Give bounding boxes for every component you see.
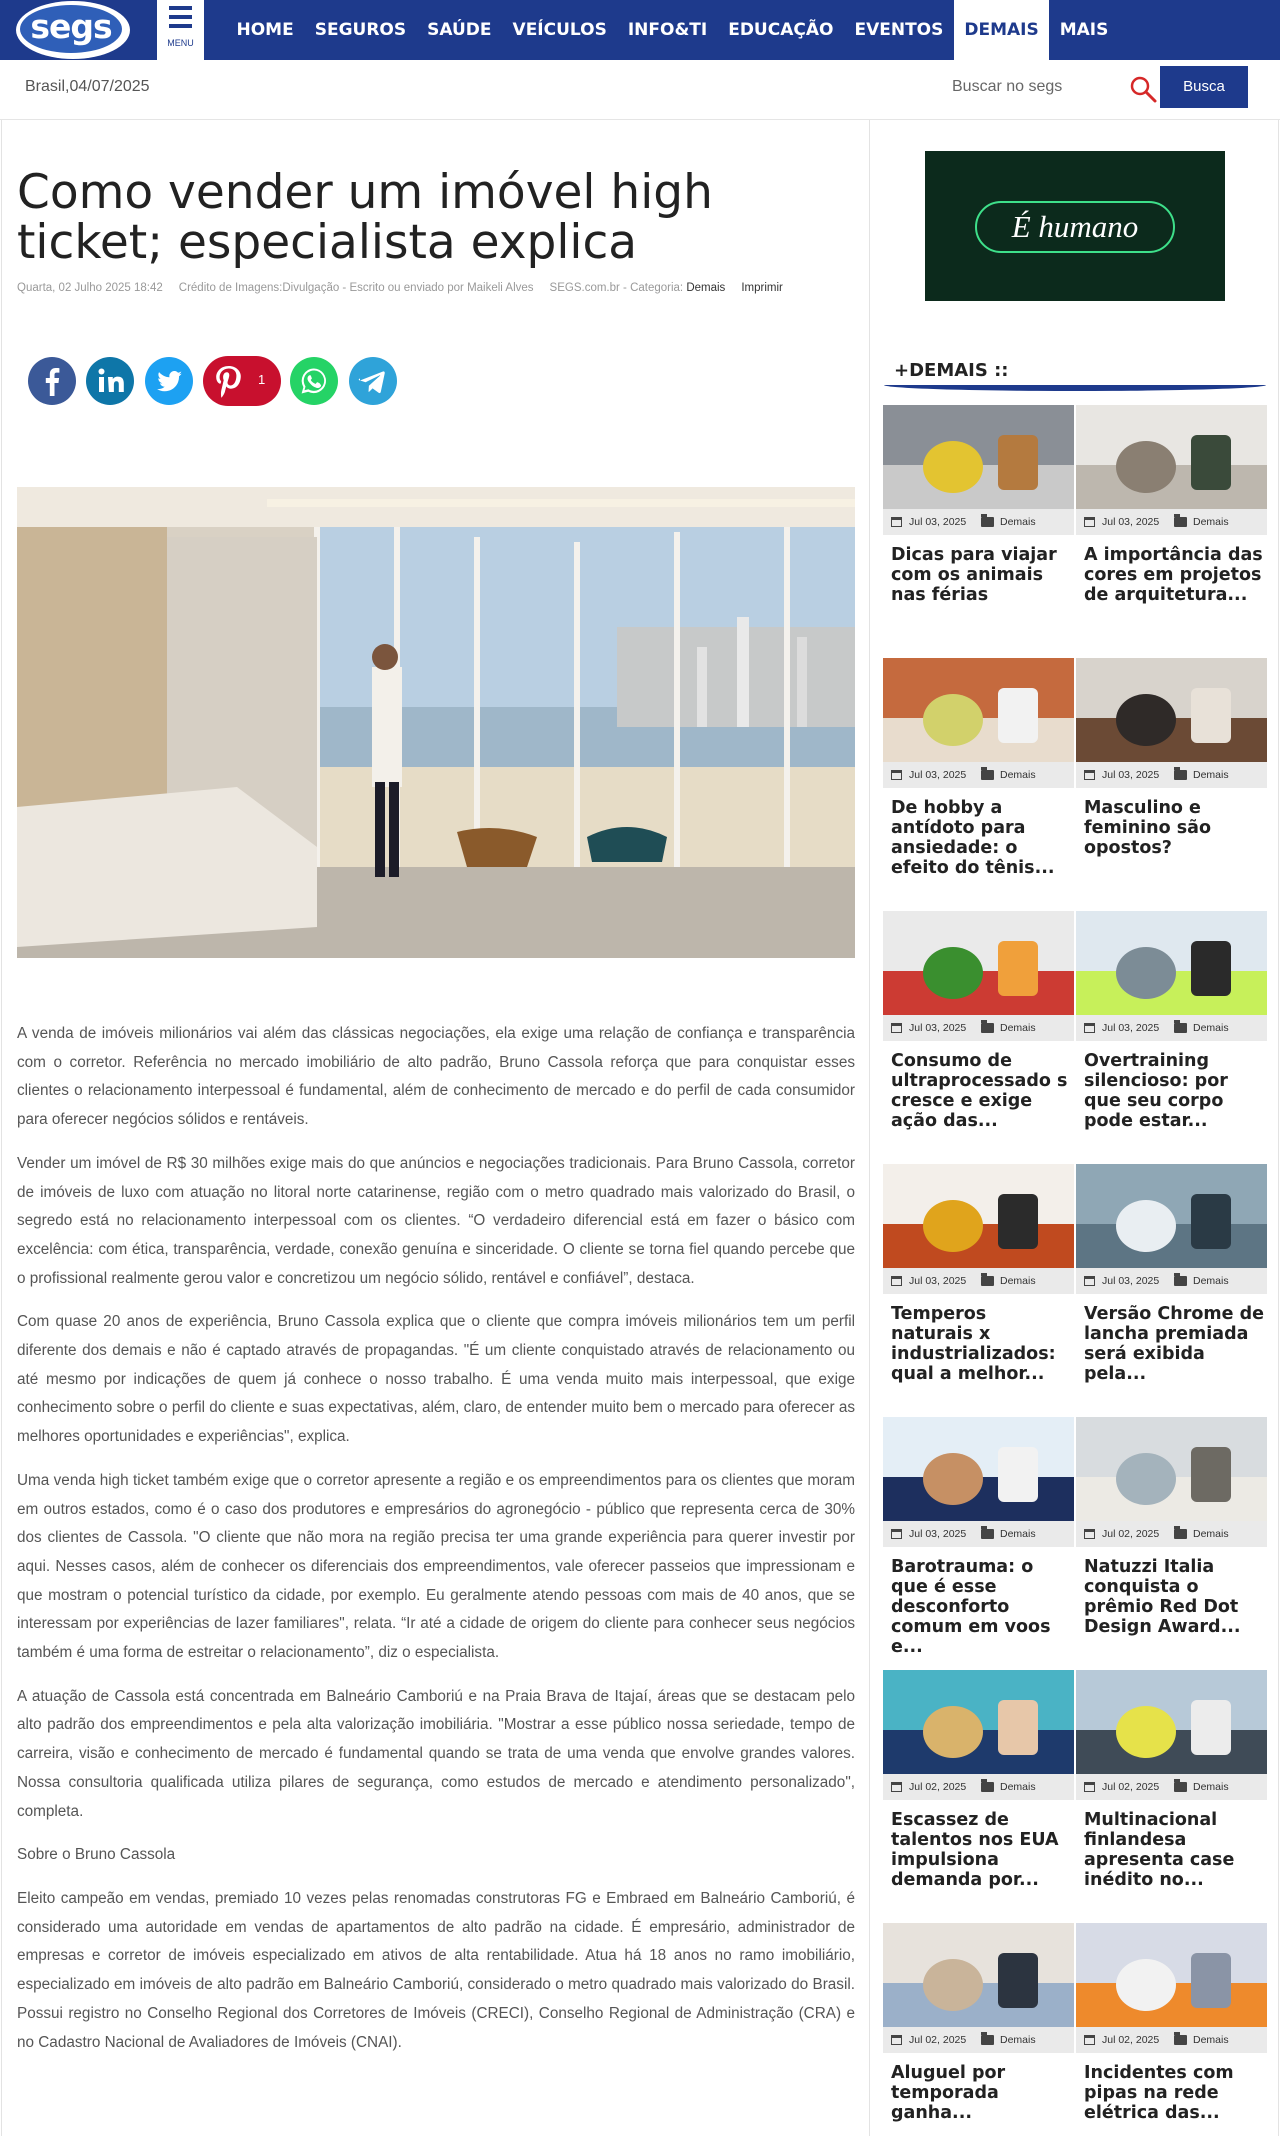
twitter-icon[interactable] xyxy=(144,356,194,406)
main-nav xyxy=(226,0,1119,60)
card-meta xyxy=(1076,2027,1267,2053)
card-title[interactable]: Dicas para viajar com os animais nas férias xyxy=(891,545,1057,605)
folder-icon xyxy=(1174,770,1187,780)
folder-icon xyxy=(981,770,994,780)
related-article-card[interactable] xyxy=(1076,911,1267,1131)
article-credit: Crédito de Imagens:Divulgação - Escrito ou enviado por Maikeli Alves xyxy=(178,282,534,294)
segs-logo[interactable] xyxy=(14,0,132,60)
card-date: Jul 03, 2025 xyxy=(909,1275,967,1287)
folder-icon xyxy=(1174,2035,1187,2045)
calendar-icon xyxy=(891,517,902,527)
card-thumbnail[interactable] xyxy=(883,658,1074,762)
card-title[interactable]: Versão Chrome de lancha premiada será exibida pela... xyxy=(1084,1304,1264,1384)
logo-text: segs xyxy=(30,7,112,46)
calendar-icon xyxy=(1084,770,1095,780)
card-meta xyxy=(883,1268,1074,1294)
nav-item-demais[interactable]: DEMAIS xyxy=(954,0,1049,60)
card-meta xyxy=(883,2027,1074,2053)
card-title[interactable]: Natuzzi Italia conquista o prêmio Red Dot Design Award... xyxy=(1084,1557,1241,1637)
card-meta xyxy=(1076,1521,1267,1547)
card-title[interactable]: A importância das cores em projetos de arquitetura... xyxy=(1084,545,1263,605)
current-date: Brasil,04/07/2025 xyxy=(25,78,150,95)
card-category[interactable]: Demais xyxy=(1193,1781,1229,1793)
card-thumbnail[interactable] xyxy=(1076,1164,1267,1268)
column-divider xyxy=(869,120,870,2136)
card-title[interactable]: Escassez de talentos nos EUA impulsiona demanda por... xyxy=(891,1810,1059,1890)
card-category[interactable]: Demais xyxy=(1000,2034,1036,2046)
card-thumbnail[interactable] xyxy=(1076,1923,1267,2027)
card-date: Jul 03, 2025 xyxy=(909,1022,967,1034)
article-paragraph: A atuação de Cassola está concentrada em Balneário Camboriú e na Praia Brava de Itajaí, áreas que se destacam pelo alto padrão dos empreendimentos e pela alta valorização imobiliária. "Mostrar a esse público nossa seriedade, tempo de carreira, visão e conhecimento de mercado é fundamental quando se trata de uma venda que envolve grandes valores. Nossa consultoria qualificada utiliza pilares de segurança, como estudos de mercado e atendimento personalizado", completa. xyxy=(17,1687,855,1820)
card-title[interactable]: Masculino e feminino são opostos? xyxy=(1084,798,1211,858)
card-thumbnail[interactable] xyxy=(883,1923,1074,2027)
menu-button[interactable] xyxy=(157,0,204,60)
related-article-card[interactable] xyxy=(1076,1164,1267,1384)
calendar-icon xyxy=(891,2035,902,2045)
pinterest-count: 1 xyxy=(258,372,266,387)
related-article-card[interactable] xyxy=(1076,1417,1267,1637)
card-meta xyxy=(883,1015,1074,1041)
card-thumbnail[interactable] xyxy=(883,405,1074,509)
card-thumbnail[interactable] xyxy=(1076,1670,1267,1774)
card-date: Jul 02, 2025 xyxy=(909,2034,967,2046)
card-meta xyxy=(883,509,1074,535)
hamburger-icon xyxy=(169,6,192,10)
column-divider xyxy=(1278,120,1279,2136)
search-button[interactable]: Busca xyxy=(1160,66,1248,108)
card-date: Jul 03, 2025 xyxy=(909,1528,967,1540)
menu-label: MENU xyxy=(167,38,194,48)
sidebar-section-title: +DEMAIS :: xyxy=(894,360,1009,381)
card-date: Jul 03, 2025 xyxy=(1102,516,1160,528)
calendar-icon xyxy=(891,770,902,780)
card-date: Jul 02, 2025 xyxy=(909,1781,967,1793)
related-article-card[interactable] xyxy=(883,405,1074,625)
folder-icon xyxy=(1174,1023,1187,1033)
calendar-icon xyxy=(1084,517,1095,527)
calendar-icon xyxy=(1084,1023,1095,1033)
sidebar-section-header xyxy=(884,360,1266,390)
card-thumbnail[interactable] xyxy=(883,1164,1074,1268)
nav-item-eventos[interactable]: EVENTOS xyxy=(854,20,944,40)
calendar-icon xyxy=(891,1023,902,1033)
related-article-card[interactable] xyxy=(1076,1670,1267,1890)
card-meta xyxy=(883,762,1074,788)
card-category[interactable]: Demais xyxy=(1000,1275,1036,1287)
folder-icon xyxy=(1174,1782,1187,1792)
related-article-card[interactable] xyxy=(883,911,1074,1131)
card-title[interactable]: Barotrauma: o que é esse desconforto comum em voos e... xyxy=(891,1557,1051,1657)
advertisement-banner[interactable] xyxy=(925,151,1225,301)
card-meta xyxy=(1076,1268,1267,1294)
folder-icon xyxy=(1174,1276,1187,1286)
card-category[interactable]: Demais xyxy=(1193,1275,1229,1287)
calendar-icon xyxy=(891,1529,902,1539)
card-title[interactable]: De hobby a antídoto para ansiedade: o efeito do tênis... xyxy=(891,798,1055,878)
article-meta xyxy=(17,282,783,294)
hamburger-icon-bar xyxy=(169,24,192,28)
folder-icon xyxy=(981,1023,994,1033)
article-paragraph: Vender um imóvel de R$ 30 milhões exige mais do que anúncios e negociações tradicionais. Para Bruno Cassola, corretor de imóveis de luxo com atuação no litoral norte catarinense, região com o metro quadrado mais valorizado do Brasil, o segredo está no relacionamento interpessoal com os clientes. “O verdadeiro diferencial está em fazer o básico com excelência: com ética, transparência, verdade, conexão genuína e sinceridade. O cliente se torna fiel quando percebe que o profissional realmente gerou valor e concretizou um negócio sólido, rentável e confiável”, destaca. xyxy=(17,1154,855,1287)
whatsapp-icon[interactable] xyxy=(289,356,339,406)
ad-text: É humano xyxy=(975,201,1175,253)
nav-item-home[interactable]: HOME xyxy=(236,20,294,40)
calendar-icon xyxy=(1084,1276,1095,1286)
card-meta xyxy=(1076,1015,1267,1041)
facebook-icon[interactable] xyxy=(27,356,77,406)
related-article-card[interactable] xyxy=(1076,405,1267,625)
card-meta xyxy=(1076,509,1267,535)
card-title[interactable]: Temperos naturais x industrializados: qual a melhor... xyxy=(891,1304,1056,1384)
top-navigation xyxy=(0,0,1280,60)
card-category[interactable]: Demais xyxy=(1000,1022,1036,1034)
related-article-card[interactable] xyxy=(883,1417,1074,1657)
card-category[interactable]: Demais xyxy=(1193,516,1229,528)
card-category[interactable]: Demais xyxy=(1000,516,1036,528)
card-title[interactable]: Incidentes com pipas na rede elétrica das... xyxy=(1084,2063,1234,2123)
pinterest-icon xyxy=(203,356,253,406)
nav-item-seguros[interactable]: SEGUROS xyxy=(314,20,407,40)
folder-icon xyxy=(981,1782,994,1792)
card-category[interactable]: Demais xyxy=(1000,1781,1036,1793)
nav-item-educacao[interactable]: EDUCAÇÃO xyxy=(728,20,834,40)
card-category[interactable]: Demais xyxy=(1193,1022,1229,1034)
section-underline xyxy=(884,385,1266,391)
related-article-card[interactable] xyxy=(883,658,1074,878)
article-paragraph: Com quase 20 anos de experiência, Bruno Cassola explica que o cliente que compra imóveis milionários tem um perfil diferente dos demais e não é captado através de propagandas. "É um cliente conquistado através de relacionamento ou até mesmo por indicações de quem já conhece o nosso trabalho. É uma venda muito mais interpessoal, que exige conhecimento sobre o perfil do cliente e suas expectativas, além, claro, de entender muito bem o mercado para oferecer as melhores oportunidades e experiências", explica. xyxy=(17,1313,855,1446)
article-paragraph: A venda de imóveis milionários vai além das clássicas negociações, ela exige uma relação de confiança e transparência com o corretor. Referência no mercado imobiliário de alto padrão, Bruno Cassola reforça que para conquistar esses clientes o relacionamento interpessoal é fundamental, além de conhecimento de mercado e do perfil de cada consumidor para oferecer negócios sólidos e rentáveis. xyxy=(17,1025,855,1129)
column-divider xyxy=(1,120,2,2136)
card-category[interactable]: Demais xyxy=(1193,769,1229,781)
hamburger-icon-bar xyxy=(169,15,192,19)
card-thumbnail[interactable] xyxy=(1076,1417,1267,1521)
calendar-icon xyxy=(1084,1529,1095,1539)
nav-item-veiculos[interactable]: VEÍCULOS xyxy=(512,20,607,40)
card-date: Jul 02, 2025 xyxy=(1102,2034,1160,2046)
related-article-card[interactable] xyxy=(883,1670,1074,1890)
pinterest-share-button[interactable] xyxy=(203,356,281,406)
article-paragraph: Eleito campeão em vendas, premiado 10 vezes pelas renomadas construtoras FG e Embraed em Balneário Camboriú, é considerado uma autoridade em vendas de apartamentos de alto padrão na cidade. É empresário, administrador de empresas e corretor de imóveis especializado em ativos de alta rentabilidade. Atua há 18 anos no ramo imobiliário, especializado em imóveis de alto padrão em Balneário Camboriú, considerado o metro quadrado mais valorizado do Brasil. Possui registro no Conselho Regional dos Corretores de Imóveis (CRECI), Conselho Regional de Administração (CRA) e no Cadastro Nacional de Avaliadores de Imóveis (CNAI). xyxy=(17,1889,855,2051)
card-date: Jul 03, 2025 xyxy=(1102,1275,1160,1287)
related-article-card[interactable] xyxy=(883,1164,1074,1384)
related-article-card[interactable] xyxy=(1076,658,1267,878)
folder-icon xyxy=(981,1529,994,1539)
related-article-card[interactable] xyxy=(1076,1923,1267,2143)
telegram-icon[interactable] xyxy=(348,356,398,406)
search-input[interactable]: Buscar no segs xyxy=(952,78,1063,95)
folder-icon xyxy=(981,2035,994,2045)
folder-icon xyxy=(1174,1529,1187,1539)
card-date: Jul 03, 2025 xyxy=(909,516,967,528)
card-meta xyxy=(1076,1774,1267,1800)
card-meta xyxy=(883,1521,1074,1547)
folder-icon xyxy=(981,517,994,527)
calendar-icon xyxy=(1084,1782,1095,1792)
card-title[interactable]: Multinacional finlandesa apresenta case inédito no... xyxy=(1084,1810,1235,1890)
card-date: Jul 03, 2025 xyxy=(909,769,967,781)
card-title[interactable]: Consumo de ultraprocessado s cresce e exige ação das... xyxy=(891,1051,1068,1131)
card-category[interactable]: Demais xyxy=(1000,769,1036,781)
card-thumbnail[interactable] xyxy=(1076,658,1267,762)
nav-item-mais[interactable]: MAIS xyxy=(1059,20,1109,40)
folder-icon xyxy=(1174,517,1187,527)
card-category[interactable]: Demais xyxy=(1000,1528,1036,1540)
card-date: Jul 02, 2025 xyxy=(1102,1528,1160,1540)
article-subheading: Sobre o Bruno Cassola xyxy=(17,1846,176,1864)
article-title: Como vender um imóvel high ticket; especialista explica xyxy=(17,165,713,270)
card-date: Jul 03, 2025 xyxy=(1102,1022,1160,1034)
card-thumbnail[interactable] xyxy=(883,1417,1074,1521)
related-article-card[interactable] xyxy=(883,1923,1074,2143)
article-category-link[interactable]: Demais xyxy=(686,282,726,294)
article-date: Quarta, 02 Julho 2025 18:42 xyxy=(17,282,163,294)
card-title[interactable]: Overtraining silencioso: por que seu corpo pode estar... xyxy=(1084,1051,1228,1131)
card-date: Jul 03, 2025 xyxy=(1102,769,1160,781)
calendar-icon xyxy=(891,1782,902,1792)
card-thumbnail[interactable] xyxy=(1076,405,1267,509)
nav-item-saude[interactable]: SAÚDE xyxy=(427,20,492,40)
card-thumbnail[interactable] xyxy=(883,1670,1074,1774)
card-category[interactable]: Demais xyxy=(1193,1528,1229,1540)
nav-item-infoti[interactable]: INFO&TI xyxy=(627,20,708,40)
linkedin-icon[interactable] xyxy=(85,356,135,406)
folder-icon xyxy=(981,1276,994,1286)
card-title[interactable]: Aluguel por temporada ganha... xyxy=(891,2063,1006,2123)
card-category[interactable]: Demais xyxy=(1193,2034,1229,2046)
card-thumbnail[interactable] xyxy=(1076,911,1267,1015)
article-paragraph: Uma venda high ticket também exige que o corretor apresente a região e os empreendimentos para os clientes que moram em outros estados, como é o caso dos produtores e empresários do agronegócio - público que representa cerca de 30% dos clientes de Cassola. "O cliente que não mora na região precisa ter uma grande experiência para querer investir por aqui. Nesses casos, além de conhecer os diferenciais dos empreendimentos, vale oferecer passeios que impressionam e que mostram o potencial turístico da cidade, por exemplo. Eu geralmente atendo pessoas com mais de 40 anos, que se interessam por experiências de lazer familiares", relata. “Ir até a cidade de origem do cliente para conhecer seus negócios também é uma forma de estreitar o relacionamento”, diz o especialista. xyxy=(17,1471,855,1662)
search-icon[interactable] xyxy=(1128,74,1158,104)
print-link[interactable]: Imprimir xyxy=(741,282,783,294)
card-date: Jul 02, 2025 xyxy=(1102,1781,1160,1793)
card-thumbnail[interactable] xyxy=(883,911,1074,1015)
article-body xyxy=(17,1020,855,2072)
card-meta xyxy=(883,1774,1074,1800)
sub-header xyxy=(0,60,1280,120)
article-category-prefix: SEGS.com.br - Categoria: xyxy=(549,282,684,294)
calendar-icon xyxy=(891,1276,902,1286)
article-hero-image xyxy=(17,487,855,958)
calendar-icon xyxy=(1084,2035,1095,2045)
card-meta xyxy=(1076,762,1267,788)
